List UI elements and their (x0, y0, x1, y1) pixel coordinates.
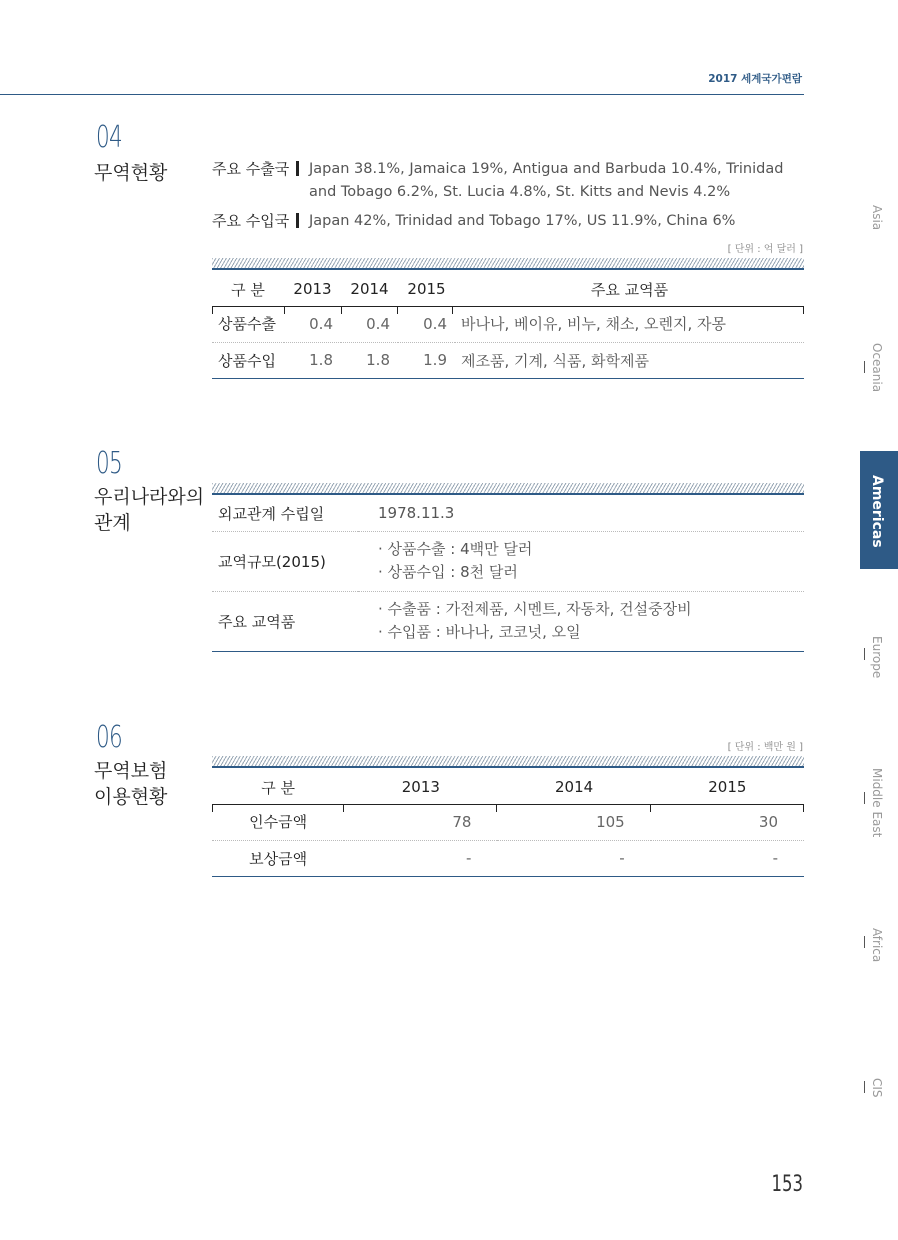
row-key: 교역규모(2015) (212, 531, 358, 591)
section-title-line1: 무역보험 (94, 760, 168, 782)
side-tab-label: Asia (870, 205, 884, 231)
section-title-line2: 관계 (94, 512, 131, 534)
cell-2013: 1.8 (284, 342, 341, 378)
header-title: 2017 세계국가편람 (708, 73, 802, 85)
value-line: 1978.11.3 (378, 504, 455, 523)
table-row (212, 804, 804, 840)
imports-label: 주요 수입국 (212, 212, 290, 230)
header-cell: 2013 (293, 280, 332, 298)
cell-2015: - (651, 840, 804, 876)
side-tab-marker (864, 361, 865, 373)
side-tab-label: Africa (870, 928, 884, 963)
header-cell: 구 분 (261, 778, 295, 797)
imports-value: Japan 42%, Trinidad and Tobago 17%, US 11.9%, China 6% (309, 213, 736, 229)
side-tab-label: Middle East (870, 768, 884, 838)
table-row (212, 342, 804, 378)
table-row (212, 591, 804, 651)
insurance-table (212, 770, 804, 877)
cell-goods: 바나나, 베이유, 비누, 채소, 오렌지, 자몽 (455, 306, 804, 342)
table-top-hatch (212, 258, 804, 270)
trade-table (212, 272, 804, 379)
row-label: 보상금액 (212, 840, 344, 876)
side-tab-marker (864, 792, 865, 804)
side-tab-africa[interactable] (864, 928, 898, 968)
section-title-line1: 우리나라와의 (94, 486, 205, 508)
row-key: 주요 교역품 (212, 591, 358, 651)
side-tab-marker (864, 1081, 865, 1093)
row-label: 상품수입 (212, 342, 284, 378)
section-number-06: 06 (96, 720, 123, 755)
side-tab-middle-east[interactable] (864, 768, 898, 838)
side-tab-label: Oceania (870, 343, 884, 393)
header-cell: 2014 (555, 778, 594, 796)
exports-value-line1: Japan 38.1%, Jamaica 19%, Antigua and Barbuda 10.4%, Trinidad (309, 161, 784, 177)
table-row (212, 531, 804, 591)
section-title-line2: 이용현황 (94, 786, 168, 808)
cell-2015: 0.4 (398, 306, 455, 342)
value-line: · 상품수입 : 8천 달러 (378, 563, 518, 581)
table-header-row (212, 770, 804, 804)
header-cell: 2015 (407, 280, 446, 298)
exports-label: 주요 수출국 (212, 160, 290, 178)
side-tab-label: Americas (869, 475, 885, 548)
row-label: 인수금액 (212, 804, 344, 840)
table-top-hatch (212, 483, 804, 495)
section-title-trade: 무역현황 (94, 162, 168, 184)
table-row (212, 497, 804, 531)
side-tab-marker (864, 648, 865, 660)
unit-label: [ 단위 : 억 달러 ] (727, 244, 803, 255)
side-tab-asia[interactable] (864, 205, 898, 245)
cell-2014: 105 (497, 804, 650, 840)
side-tab-marker (864, 936, 865, 948)
table-header-row (212, 272, 804, 306)
separator-bar (296, 161, 299, 176)
header-cell: 2014 (350, 280, 389, 298)
value-line: · 수입품 : 바나나, 코코넛, 오일 (378, 623, 581, 641)
row-value (358, 591, 804, 651)
section-number-04: 04 (96, 120, 123, 155)
header-cell: 주요 교역품 (590, 280, 669, 299)
cell-goods: 제조품, 기계, 식품, 화학제품 (455, 342, 804, 378)
table-top-hatch (212, 756, 804, 768)
page-number: 153 (771, 1172, 803, 1197)
table-row (212, 840, 804, 876)
cell-2015: 30 (651, 804, 804, 840)
side-tab-oceania[interactable] (864, 343, 898, 393)
header-cell: 2015 (708, 778, 747, 796)
header-cell: 구 분 (231, 280, 265, 299)
header-rule (0, 94, 804, 95)
cell-2014: - (497, 840, 650, 876)
table-row (212, 306, 804, 342)
section-number-05: 05 (96, 446, 123, 481)
side-tab-europe[interactable] (864, 636, 898, 681)
imports-line (212, 210, 789, 233)
side-tab-label: Europe (870, 636, 884, 679)
cell-2013: 78 (344, 804, 497, 840)
exports-line (212, 158, 789, 204)
cell-2014: 0.4 (341, 306, 398, 342)
relations-table (212, 497, 804, 652)
row-key: 외교관계 수립일 (212, 497, 358, 531)
row-value (358, 531, 804, 591)
cell-2013: 0.4 (284, 306, 341, 342)
cell-2014: 1.8 (341, 342, 398, 378)
side-tab-cis[interactable] (864, 1078, 898, 1104)
cell-2015: 1.9 (398, 342, 455, 378)
side-tab-americas[interactable] (860, 451, 898, 569)
value-line: · 수출품 : 가전제품, 시멘트, 자동차, 건설중장비 (378, 600, 692, 618)
section-title-relations (94, 484, 204, 536)
separator-bar (296, 213, 299, 228)
row-value (358, 497, 804, 531)
side-tab-label: CIS (870, 1078, 884, 1098)
exports-value (309, 158, 789, 204)
section-title-insurance (94, 758, 167, 810)
exports-value-line2: and Tobago 6.2%, St. Lucia 4.8%, St. Kitts and Nevis 4.2% (309, 184, 731, 200)
unit-label: [ 단위 : 백만 원 ] (727, 742, 803, 753)
row-label: 상품수출 (212, 306, 284, 342)
header-cell: 2013 (401, 778, 440, 796)
value-line: · 상품수출 : 4백만 달러 (378, 540, 533, 558)
cell-2013: - (344, 840, 497, 876)
